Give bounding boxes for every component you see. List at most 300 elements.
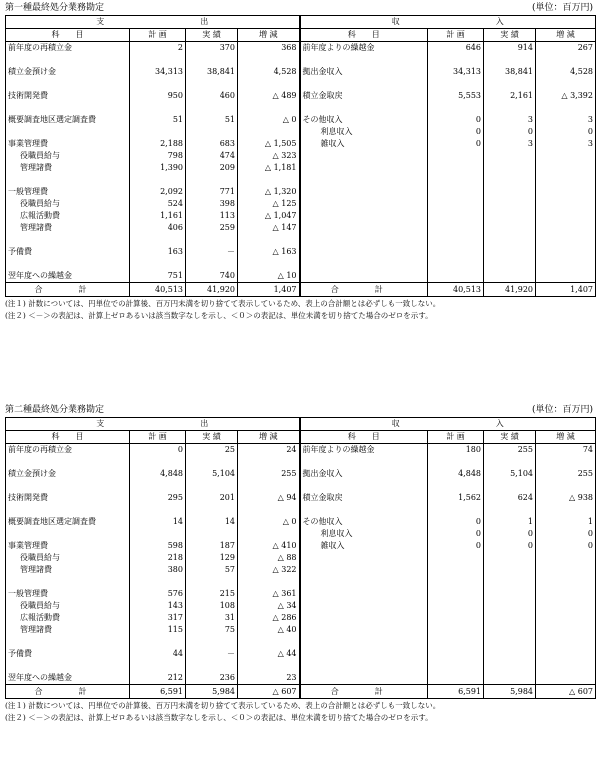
table-row (6, 516, 596, 528)
expenditure-diff-value (238, 636, 300, 648)
revenue-diff-value (536, 186, 596, 198)
expenditure-item-name (6, 78, 130, 90)
revenue-actual-value (484, 150, 536, 162)
expenditure-item-name (6, 636, 130, 648)
expenditure-actual-value: 113 (186, 210, 238, 222)
revenue-item-name (300, 672, 428, 685)
total-label: 合 計 (6, 685, 130, 699)
expenditure-plan-value: 4,848 (130, 468, 186, 480)
table-row (6, 102, 596, 114)
expenditure-plan-value (130, 258, 186, 270)
revenue-actual-value (484, 564, 536, 576)
expenditure-plan-value (130, 504, 186, 516)
revenue-item-name (300, 78, 428, 90)
table-row (6, 636, 596, 648)
revenue-item-name: 雑収入 (300, 540, 428, 552)
revenue-diff-value: 0 (536, 126, 596, 138)
revenue-plan-value (428, 624, 484, 636)
footnote-1: (注１) 計数については、円単位での計算後、百万円未満を切り捨てて表示しているため、表上の合計額とは必ずしも一致しない。 (5, 299, 441, 308)
revenue-plan-value (428, 504, 484, 516)
expenditure-plan-value (130, 102, 186, 114)
col-actual: 実 績 (186, 431, 238, 444)
revenue-diff-value: 74 (536, 444, 596, 457)
expenditure-diff-value: 368 (238, 42, 300, 55)
expenditure-item-name (6, 480, 130, 492)
revenue-diff-value (536, 210, 596, 222)
revenue-actual-value (484, 54, 536, 66)
revenue-actual-value (484, 222, 536, 234)
expenditure-actual-value (186, 102, 238, 114)
expenditure-item-name: 役職員給与 (6, 600, 130, 612)
revenue-actual-value (484, 672, 536, 685)
revenue-actual-value (484, 246, 536, 258)
expenditure-diff-value: △ 163 (238, 246, 300, 258)
expenditure-plan-value (130, 78, 186, 90)
total-value: 5,984 (186, 685, 238, 699)
table-row (6, 162, 596, 174)
total-value: 41,920 (186, 283, 238, 297)
revenue-actual-value (484, 78, 536, 90)
expenditure-plan-value: 44 (130, 648, 186, 660)
expenditure-diff-value: △ 1,505 (238, 138, 300, 150)
expenditure-diff-value: △ 323 (238, 150, 300, 162)
revenue-actual-value: 5,104 (484, 468, 536, 480)
col-actual: 実 績 (484, 431, 536, 444)
expenditure-actual-value: 187 (186, 540, 238, 552)
expenditure-item-name: 管理諸費 (6, 564, 130, 576)
table-row (6, 222, 596, 234)
revenue-item-name (300, 246, 428, 258)
expenditure-diff-value: △ 147 (238, 222, 300, 234)
expenditure-diff-value (238, 54, 300, 66)
col-diff: 増 減 (238, 431, 300, 444)
revenue-actual-value (484, 588, 536, 600)
revenue-plan-value: 1,562 (428, 492, 484, 504)
expenditure-actual-value: 57 (186, 564, 238, 576)
expenditure-plan-value (130, 528, 186, 540)
revenue-plan-value (428, 588, 484, 600)
revenue-item-name (300, 222, 428, 234)
revenue-actual-value (484, 258, 536, 270)
expenditure-item-name: 役職員給与 (6, 552, 130, 564)
revenue-plan-value (428, 636, 484, 648)
col-actual: 実 績 (484, 29, 536, 42)
table-row (6, 90, 596, 102)
expenditure-actual-value: 460 (186, 90, 238, 102)
revenue-actual-value (484, 174, 536, 186)
expenditure-diff-value: △ 94 (238, 492, 300, 504)
expenditure-item-name: 概要調査地区選定調査費 (6, 516, 130, 528)
revenue-plan-value (428, 210, 484, 222)
revenue-actual-value: 914 (484, 42, 536, 55)
revenue-actual-value: 0 (484, 126, 536, 138)
table-row (6, 564, 596, 576)
revenue-plan-value (428, 600, 484, 612)
expenditure-item-name: 翌年度への繰越金 (6, 270, 130, 283)
expenditure-diff-value (238, 528, 300, 540)
revenue-item-name (300, 588, 428, 600)
revenue-plan-value (428, 150, 484, 162)
revenue-plan-value (428, 102, 484, 114)
revenue-diff-value (536, 600, 596, 612)
expenditure-item-name: 役職員給与 (6, 198, 130, 210)
revenue-plan-value (428, 564, 484, 576)
revenue-diff-value: 0 (536, 540, 596, 552)
expenditure-diff-value: 255 (238, 468, 300, 480)
expenditure-plan-value: 51 (130, 114, 186, 126)
expenditure-item-name (6, 258, 130, 270)
expenditure-actual-value (186, 504, 238, 516)
expenditure-item-name: 事業管理費 (6, 138, 130, 150)
revenue-diff-value (536, 246, 596, 258)
table-row (6, 504, 596, 516)
revenue-diff-value (536, 624, 596, 636)
total-value: 6,591 (130, 685, 186, 699)
expenditure-item-name (6, 102, 130, 114)
unit-label: (単位：百万円) (531, 3, 593, 13)
revenue-plan-value (428, 456, 484, 468)
revenue-diff-value: 4,528 (536, 66, 596, 78)
expenditure-diff-value: △ 1,181 (238, 162, 300, 174)
revenue-item-name (300, 612, 428, 624)
expenditure-item-name: 広報活動費 (6, 210, 130, 222)
statement-section-2 (5, 404, 595, 723)
total-label: 合 計 (6, 283, 130, 297)
revenue-actual-value: 1 (484, 516, 536, 528)
expenditure-actual-value: 740 (186, 270, 238, 283)
expenditure-plan-value (130, 480, 186, 492)
table-row (6, 648, 596, 660)
revenue-item-name: 利息収入 (300, 528, 428, 540)
revenue-actual-value: 2,161 (484, 90, 536, 102)
col-diff: 増 減 (238, 29, 300, 42)
revenue-header: 収 入 (300, 16, 596, 29)
revenue-plan-value (428, 162, 484, 174)
revenue-actual-value (484, 234, 536, 246)
revenue-diff-value (536, 54, 596, 66)
expenditure-item-name: 技術開発費 (6, 492, 130, 504)
revenue-item-name: 拠出金収入 (300, 66, 428, 78)
expenditure-item-name: 役職員給与 (6, 150, 130, 162)
total-value: △ 607 (238, 685, 300, 699)
revenue-plan-value: 4,848 (428, 468, 484, 480)
total-label: 合 計 (300, 685, 428, 699)
expenditure-diff-value: 4,528 (238, 66, 300, 78)
revenue-actual-value (484, 270, 536, 283)
expenditure-diff-value: △ 44 (238, 648, 300, 660)
table-row (6, 492, 596, 504)
expenditure-diff-value: △ 40 (238, 624, 300, 636)
expenditure-actual-value (186, 528, 238, 540)
expenditure-actual-value: 474 (186, 150, 238, 162)
expenditure-diff-value: △ 0 (238, 516, 300, 528)
revenue-diff-value (536, 258, 596, 270)
table-row (6, 444, 596, 457)
expenditure-plan-value (130, 456, 186, 468)
expenditure-header: 支 出 (6, 16, 300, 29)
expenditure-diff-value: 23 (238, 672, 300, 685)
expenditure-actual-value: 201 (186, 492, 238, 504)
revenue-plan-value (428, 186, 484, 198)
col-plan: 計 画 (130, 29, 186, 42)
expenditure-diff-value: △ 10 (238, 270, 300, 283)
expenditure-plan-value: 751 (130, 270, 186, 283)
revenue-diff-value: 1 (536, 516, 596, 528)
revenue-plan-value (428, 234, 484, 246)
revenue-diff-value (536, 198, 596, 210)
table-row (6, 456, 596, 468)
expenditure-item-name (6, 576, 130, 588)
revenue-diff-value (536, 636, 596, 648)
expenditure-diff-value (238, 456, 300, 468)
expenditure-plan-value: 2,092 (130, 186, 186, 198)
footnote-1: (注１) 計数については、円単位での計算後、百万円未満を切り捨てて表示しているため、表上の合計額とは必ずしも一致しない。 (5, 701, 441, 710)
expenditure-diff-value: △ 125 (238, 198, 300, 210)
expenditure-item-name: 技術開発費 (6, 90, 130, 102)
expenditure-diff-value: 24 (238, 444, 300, 457)
revenue-plan-value: 646 (428, 42, 484, 55)
expenditure-plan-value: 0 (130, 444, 186, 457)
table-row (6, 528, 596, 540)
revenue-item-name (300, 480, 428, 492)
revenue-plan-value: 0 (428, 114, 484, 126)
revenue-diff-value: △ 938 (536, 492, 596, 504)
expenditure-actual-value: 370 (186, 42, 238, 55)
expenditure-diff-value (238, 576, 300, 588)
revenue-item-name: その他収入 (300, 516, 428, 528)
expenditure-diff-value (238, 102, 300, 114)
revenue-actual-value: 38,841 (484, 66, 536, 78)
revenue-item-name (300, 636, 428, 648)
expenditure-actual-value (186, 636, 238, 648)
revenue-plan-value: 0 (428, 138, 484, 150)
revenue-diff-value (536, 672, 596, 685)
revenue-plan-value: 0 (428, 516, 484, 528)
expenditure-plan-value: 317 (130, 612, 186, 624)
revenue-actual-value (484, 504, 536, 516)
revenue-plan-value (428, 576, 484, 588)
revenue-plan-value (428, 660, 484, 672)
table-row (6, 186, 596, 198)
expenditure-item-name: 積立金預け金 (6, 66, 130, 78)
col-plan: 計 画 (428, 29, 484, 42)
revenue-diff-value (536, 150, 596, 162)
table-row (6, 42, 596, 55)
expenditure-diff-value: △ 88 (238, 552, 300, 564)
expenditure-diff-value: △ 361 (238, 588, 300, 600)
total-row (6, 283, 596, 297)
expenditure-plan-value: 598 (130, 540, 186, 552)
table-row (6, 270, 596, 283)
revenue-plan-value (428, 648, 484, 660)
table-row (6, 672, 596, 685)
revenue-item-name (300, 210, 428, 222)
revenue-item-name: 雑収入 (300, 138, 428, 150)
revenue-actual-value (484, 624, 536, 636)
unit-label: (単位：百万円) (531, 405, 593, 415)
revenue-diff-value: 255 (536, 468, 596, 480)
revenue-item-name (300, 600, 428, 612)
expenditure-plan-value: 295 (130, 492, 186, 504)
expenditure-item-name: 翌年度への繰越金 (6, 672, 130, 685)
table-row (6, 198, 596, 210)
expenditure-diff-value (238, 234, 300, 246)
expenditure-item-name (6, 126, 130, 138)
revenue-item-name (300, 504, 428, 516)
revenue-item-name: 利息収入 (300, 126, 428, 138)
revenue-actual-value (484, 600, 536, 612)
revenue-item-name: 前年度よりの繰越金 (300, 444, 428, 457)
expenditure-item-name: 積立金預け金 (6, 468, 130, 480)
expenditure-item-name: 前年度の再積立金 (6, 444, 130, 457)
revenue-item-name (300, 174, 428, 186)
revenue-actual-value (484, 210, 536, 222)
expenditure-plan-value: 950 (130, 90, 186, 102)
expenditure-actual-value: 75 (186, 624, 238, 636)
table-row (6, 234, 596, 246)
expenditure-actual-value: 51 (186, 114, 238, 126)
total-row (6, 685, 596, 699)
revenue-actual-value: 624 (484, 492, 536, 504)
table-row (6, 54, 596, 66)
expenditure-item-name: 予備費 (6, 246, 130, 258)
expenditure-diff-value (238, 174, 300, 186)
expenditure-plan-value: 115 (130, 624, 186, 636)
revenue-plan-value (428, 552, 484, 564)
expenditure-diff-value: △ 0 (238, 114, 300, 126)
expenditure-actual-value: 38,841 (186, 66, 238, 78)
revenue-diff-value (536, 588, 596, 600)
revenue-item-name (300, 234, 428, 246)
revenue-header: 収 入 (300, 418, 596, 431)
revenue-item-name: 前年度よりの繰越金 (300, 42, 428, 55)
expenditure-plan-value (130, 636, 186, 648)
revenue-plan-value (428, 78, 484, 90)
expenditure-item-name (6, 504, 130, 516)
expenditure-plan-value: 1,390 (130, 162, 186, 174)
expenditure-actual-value: 25 (186, 444, 238, 457)
table-row (6, 246, 596, 258)
expenditure-plan-value: 576 (130, 588, 186, 600)
total-value: △ 607 (536, 685, 596, 699)
expenditure-item-name: 広報活動費 (6, 612, 130, 624)
table-row (6, 588, 596, 600)
expenditure-actual-value: 14 (186, 516, 238, 528)
revenue-item-name (300, 258, 428, 270)
revenue-item-name (300, 102, 428, 114)
expenditure-plan-value: 524 (130, 198, 186, 210)
revenue-actual-value (484, 552, 536, 564)
revenue-plan-value (428, 258, 484, 270)
expenditure-actual-value (186, 576, 238, 588)
revenue-diff-value: 3 (536, 114, 596, 126)
total-value: 1,407 (238, 283, 300, 297)
table-row (6, 624, 596, 636)
revenue-plan-value (428, 672, 484, 685)
revenue-item-name: 積立金取戻 (300, 492, 428, 504)
revenue-diff-value (536, 174, 596, 186)
expenditure-plan-value: 218 (130, 552, 186, 564)
expenditure-item-name (6, 528, 130, 540)
revenue-plan-value: 34,313 (428, 66, 484, 78)
expenditure-actual-value (186, 126, 238, 138)
expenditure-diff-value (238, 480, 300, 492)
expenditure-item-name: 一般管理費 (6, 186, 130, 198)
revenue-actual-value (484, 162, 536, 174)
table-row (6, 552, 596, 564)
expenditure-actual-value (186, 54, 238, 66)
revenue-diff-value (536, 648, 596, 660)
revenue-actual-value: 255 (484, 444, 536, 457)
col-diff: 増 減 (536, 29, 596, 42)
total-label: 合 計 (300, 283, 428, 297)
expenditure-diff-value: △ 322 (238, 564, 300, 576)
expenditure-plan-value (130, 174, 186, 186)
total-value: 5,984 (484, 685, 536, 699)
col-item: 科 目 (6, 431, 130, 444)
statement-title: 第一種最終処分業務勘定 (5, 3, 105, 13)
table-row (6, 468, 596, 480)
expenditure-item-name: 概要調査地区選定調査費 (6, 114, 130, 126)
revenue-actual-value (484, 480, 536, 492)
statement-section-1 (5, 2, 595, 321)
revenue-item-name: 拠出金収入 (300, 468, 428, 480)
expenditure-actual-value (186, 174, 238, 186)
expenditure-actual-value: 31 (186, 612, 238, 624)
total-value: 6,591 (428, 685, 484, 699)
expenditure-plan-value: 14 (130, 516, 186, 528)
expenditure-diff-value: △ 1,047 (238, 210, 300, 222)
revenue-diff-value (536, 504, 596, 516)
revenue-diff-value (536, 162, 596, 174)
revenue-diff-value (536, 222, 596, 234)
revenue-item-name (300, 150, 428, 162)
revenue-diff-value (536, 78, 596, 90)
revenue-diff-value (536, 552, 596, 564)
revenue-diff-value (536, 612, 596, 624)
expenditure-actual-value: 215 (186, 588, 238, 600)
expenditure-item-name: 管理諸費 (6, 222, 130, 234)
revenue-plan-value (428, 246, 484, 258)
expenditure-actual-value: 771 (186, 186, 238, 198)
table-row (6, 150, 596, 162)
expenditure-item-name: 管理諸費 (6, 624, 130, 636)
expenditure-diff-value: △ 1,320 (238, 186, 300, 198)
total-value: 1,407 (536, 283, 596, 297)
expenditure-diff-value: △ 489 (238, 90, 300, 102)
table-row (6, 480, 596, 492)
expenditure-item-name: 事業管理費 (6, 540, 130, 552)
table-row (6, 126, 596, 138)
revenue-actual-value: 0 (484, 540, 536, 552)
expenditure-diff-value: △ 34 (238, 600, 300, 612)
revenue-diff-value (536, 270, 596, 283)
expenditure-item-name (6, 660, 130, 672)
revenue-actual-value (484, 648, 536, 660)
expenditure-actual-value: 683 (186, 138, 238, 150)
revenue-item-name (300, 54, 428, 66)
revenue-plan-value (428, 612, 484, 624)
revenue-plan-value (428, 480, 484, 492)
revenue-diff-value (536, 102, 596, 114)
expenditure-actual-value (186, 258, 238, 270)
revenue-item-name: その他収入 (300, 114, 428, 126)
table-row (6, 600, 596, 612)
revenue-item-name (300, 456, 428, 468)
table-row (6, 576, 596, 588)
expenditure-item-name (6, 456, 130, 468)
expenditure-actual-value (186, 456, 238, 468)
